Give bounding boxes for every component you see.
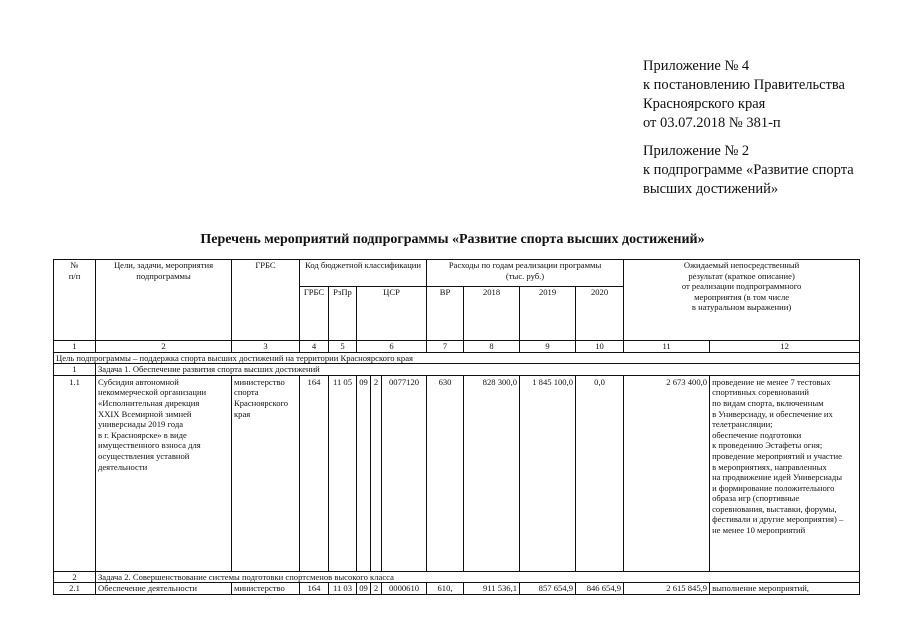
table-row <box>54 583 860 595</box>
measure-name <box>96 375 232 571</box>
rzpr-code: 11 05 <box>329 375 357 571</box>
result-line: фестивали и другие мероприятия) – <box>712 514 844 525</box>
appendix-2-line: к подпрограмме «Развитие спорта <box>643 162 854 178</box>
expected-result: выполнение мероприятий, <box>710 583 860 595</box>
result-line: проведение не менее 7 тестовых <box>712 376 831 387</box>
result-line: на продвижение идей Универсиады <box>712 472 842 483</box>
subheader-vr: ВР <box>427 287 464 341</box>
grbs-code: 164 <box>300 375 329 571</box>
result-line: телетрансляции; <box>712 419 773 430</box>
expense-2018: 828 300,0 <box>464 375 520 571</box>
column-number: 12 <box>710 340 860 352</box>
result-line: не менее 10 мероприятий <box>712 525 806 536</box>
header-text: Ожидаемый непосредственный <box>683 260 800 270</box>
task-row <box>54 364 860 376</box>
result-line: в мероприятиях, направленных <box>712 461 827 472</box>
grbs-name <box>232 375 300 571</box>
column-number: 1 <box>54 340 96 352</box>
measure-name-line: универсиады 2019 года <box>98 419 184 430</box>
header-text: № <box>70 260 79 270</box>
header-result <box>624 260 860 341</box>
result-line: проведение мероприятий и участие <box>712 450 842 461</box>
result-line: спортивных соревнований <box>712 387 809 398</box>
column-number: 11 <box>624 340 710 352</box>
subheader-rzpr: РзПр <box>329 287 357 341</box>
result-line: и формирование положительного <box>712 482 835 493</box>
header-text: мероприятия (в том числе <box>694 291 790 302</box>
measure-name-line: XXIX Всемирной зимней <box>98 408 192 419</box>
measure-name-line: имущественного взноса для <box>98 440 201 451</box>
result-line: в Универсиаду, и обеспечение их <box>712 408 833 419</box>
goal-text: Цель подпрограммы – поддержка спорта высших достижений на территории Красноярского края <box>54 352 860 364</box>
expense-2019: 857 654,9 <box>520 583 576 595</box>
expected-result <box>710 375 860 571</box>
column-number-row <box>54 340 860 352</box>
expense-total: 2 615 845,9 <box>624 583 710 595</box>
column-number: 5 <box>329 340 357 352</box>
header-text: от реализации подпрограммного <box>681 281 802 292</box>
appendix-4-block <box>643 57 845 133</box>
column-number: 9 <box>520 340 576 352</box>
header-num <box>54 260 96 341</box>
task-text: Задача 2. Совершенствование системы подготовки спортсменов высокого класса <box>96 571 860 583</box>
csr-code-measure: 0077120 <box>382 375 427 571</box>
appendix-4-line: к постановлению Правительства <box>643 77 845 93</box>
result-line: по видам спорта, включенным <box>712 397 824 408</box>
appendix-2-line: высших достижений» <box>643 181 779 197</box>
header-text: подпрограммы <box>136 270 191 281</box>
result-line: соревнования, выставки, форумы, <box>712 503 837 514</box>
expense-2020: 846 654,9 <box>576 583 624 595</box>
header-text: в натуральном выражении) <box>691 302 792 313</box>
measure-name-line: осуществления уставной <box>98 450 190 461</box>
header-expenses <box>427 260 624 287</box>
task-row <box>54 571 860 583</box>
measure-name-line: некоммерческой организации <box>98 387 207 398</box>
header-goals <box>96 260 232 341</box>
subheader-grbs: ГРБС <box>300 287 329 341</box>
subheader-csr: ЦСР <box>357 287 427 341</box>
appendix-2-block <box>643 142 854 199</box>
expense-2020: 0,0 <box>576 375 624 571</box>
column-number: 7 <box>427 340 464 352</box>
appendix-4-line: Приложение № 4 <box>643 58 750 74</box>
expense-2018: 911 536,1 <box>464 583 520 595</box>
measure-name-line: в г. Красноярске» в виде <box>98 429 187 440</box>
table-row <box>54 375 860 571</box>
column-number: 3 <box>232 340 300 352</box>
vr-code: 610, <box>427 583 464 595</box>
row-num: 1.1 <box>54 375 96 571</box>
csr-code-subprogram: 2 <box>371 375 382 571</box>
column-number: 10 <box>576 340 624 352</box>
grbs-name: министерство <box>232 583 300 595</box>
subheader-2019: 2019 <box>520 287 576 341</box>
vr-code: 630 <box>427 375 464 571</box>
appendix-4-line: Красноярского края <box>643 96 766 112</box>
csr-code-subprogram: 2 <box>371 583 382 595</box>
task-num: 2 <box>54 571 96 583</box>
result-line: образа игр (спортивные <box>712 493 800 504</box>
column-number: 6 <box>357 340 427 352</box>
task-num: 1 <box>54 364 96 376</box>
header-budget-code: Код бюджетной классификации <box>300 260 427 287</box>
grbs-name-line: края <box>234 408 251 419</box>
column-number: 4 <box>300 340 329 352</box>
result-line: обеспечение подготовки <box>712 429 802 440</box>
header-row <box>54 260 860 287</box>
header-text: Расходы по годам реализации программы <box>448 260 602 270</box>
header-text: результат (краткое описание) <box>688 270 795 281</box>
appendix-2-line: Приложение № 2 <box>643 143 750 159</box>
result-line: к проведению Эстафеты огня; <box>712 440 823 451</box>
grbs-name-line: Красноярского <box>234 397 289 408</box>
header-text: (тыс. руб.) <box>505 270 545 281</box>
header-grbs: ГРБС <box>232 260 300 341</box>
csr-code-measure: 0000610 <box>382 583 427 595</box>
subheader-2020: 2020 <box>576 287 624 341</box>
column-number: 2 <box>96 340 232 352</box>
csr-code-program: 09 <box>357 375 371 571</box>
measure-name: Обеспечение деятельности <box>96 583 232 595</box>
header-text: п/п <box>68 270 81 281</box>
grbs-name-line: спорта <box>234 387 259 398</box>
measure-name-line: деятельности <box>98 461 148 472</box>
expense-total: 2 673 400,0 <box>624 375 710 571</box>
measure-name-line: «Исполнительная дирекция <box>98 397 200 408</box>
goal-row <box>54 352 860 364</box>
expense-2019: 1 845 100,0 <box>520 375 576 571</box>
measure-name-line: Субсидия автономной <box>98 376 179 387</box>
grbs-name-line: министерство <box>234 376 285 387</box>
grbs-code: 164 <box>300 583 329 595</box>
measures-table <box>53 259 860 595</box>
subheader-2018: 2018 <box>464 287 520 341</box>
row-num: 2.1 <box>54 583 96 595</box>
csr-code-program: 09 <box>357 583 371 595</box>
document-title: Перечень мероприятий подпрограммы «Развитие спорта высших достижений» <box>200 232 705 247</box>
task-text: Задача 1. Обеспечение развития спорта высших достижений <box>96 364 860 376</box>
column-number: 8 <box>464 340 520 352</box>
rzpr-code: 11 03 <box>329 583 357 595</box>
appendix-4-line: от 03.07.2018 № 381-п <box>643 115 781 131</box>
header-text: Цели, задачи, мероприятия <box>113 260 214 270</box>
